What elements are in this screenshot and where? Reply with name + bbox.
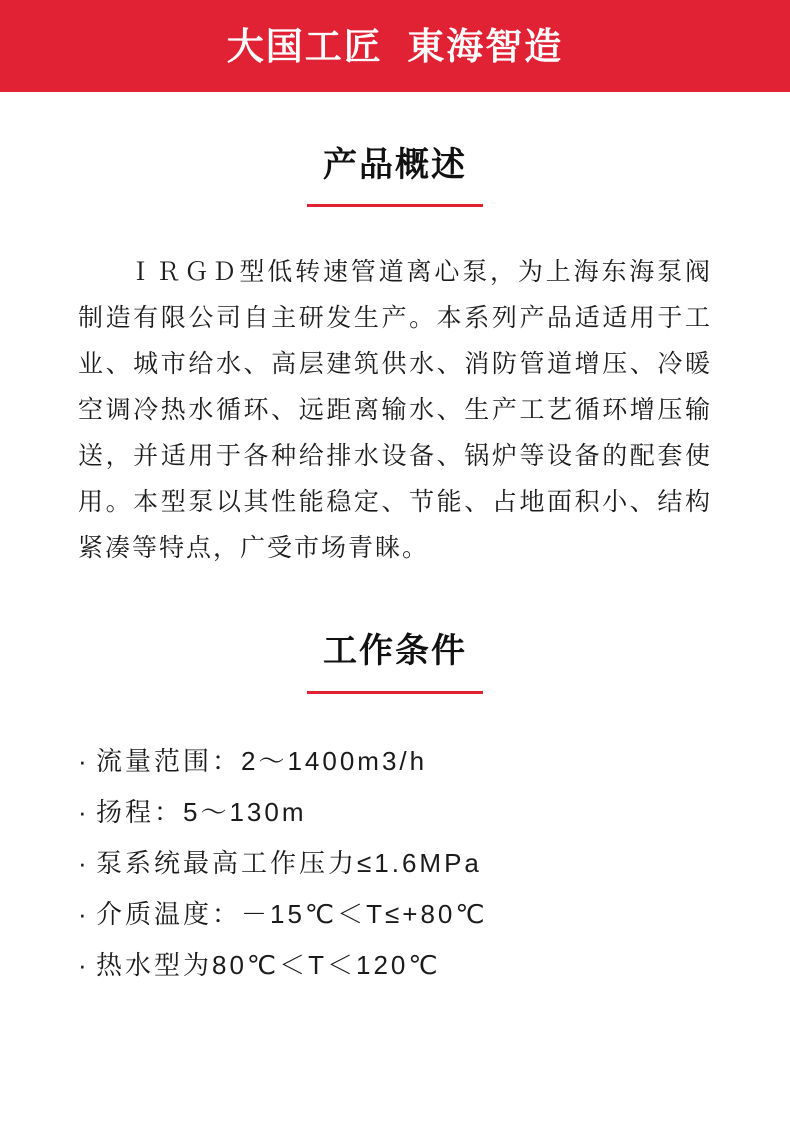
list-item <box>78 942 712 988</box>
list-item-label: 介质温度：－15℃＜T≤+80℃ <box>96 898 488 929</box>
bullet-dot-icon: · <box>78 745 90 776</box>
section-header-product-overview <box>0 147 790 207</box>
bullet-dot-icon: · <box>78 796 90 827</box>
bullet-dot-icon: · <box>78 949 90 980</box>
bullet-dot-icon: · <box>78 898 90 929</box>
list-item <box>78 789 712 835</box>
overview-paragraph: ＩＲＧＤ型低转速管道离心泵，为上海东海泵阀制造有限公司自主研发生产。本系列产品适适用于工业、城市给水、高层建筑供水、消防管道增压、冷暖空调冷热水循环、远距离输水、生产工艺循环增压输送，并适用于各种给排水设备、锅炉等设备的配套使用。本型泵以其性能稳定、节能、占地面积小、结构紧凑等特点，广受市场青睐。 <box>78 258 712 563</box>
list-item-label: 泵系统最高工作压力≤1.6MPa <box>96 847 482 878</box>
list-item-label: 扬程：5～130m <box>96 796 307 827</box>
list-item-label: 热水型为80℃＜T＜120℃ <box>96 949 441 980</box>
working-conditions-body <box>0 738 790 988</box>
banner-title: 大国工匠 東海智造 <box>226 25 564 67</box>
list-item <box>78 738 712 784</box>
bullet-dot-icon: · <box>78 847 90 878</box>
section-product-overview <box>0 147 790 571</box>
page-banner <box>0 0 790 92</box>
overview-body <box>0 249 790 571</box>
page-title: 产品概述 <box>323 146 467 184</box>
list-item <box>78 840 712 886</box>
list-item-label: 流量范围：2～1400m3/h <box>96 745 428 776</box>
list-item <box>78 891 712 937</box>
section-header-working-conditions <box>0 633 790 693</box>
section-working-conditions <box>0 633 790 987</box>
working-conditions-list <box>78 738 712 988</box>
section-title-working-conditions: 工作条件 <box>323 632 467 671</box>
